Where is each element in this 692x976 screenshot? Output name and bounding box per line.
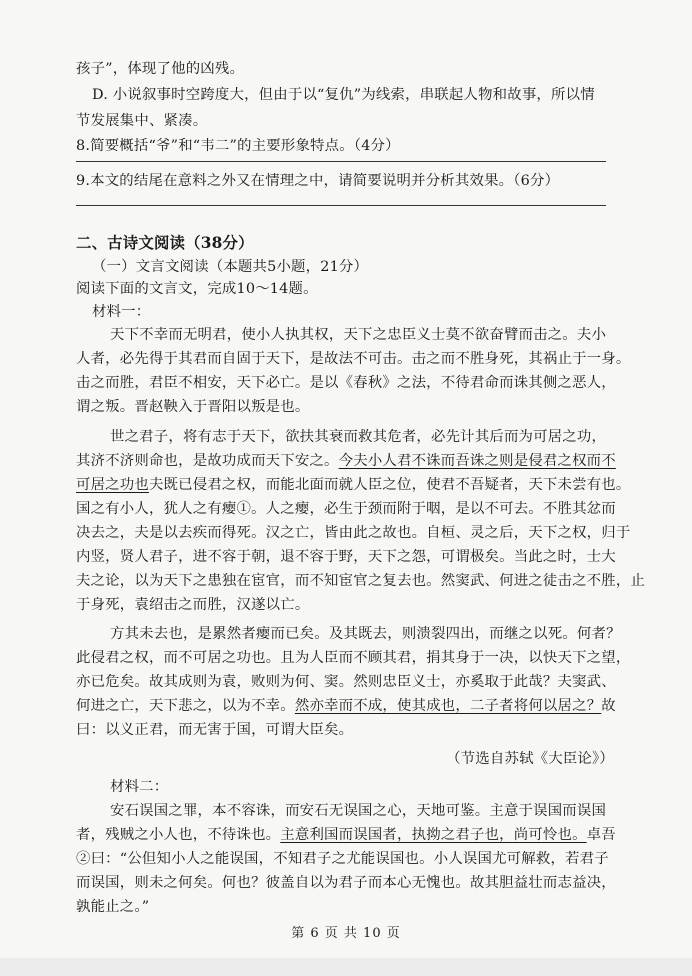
text-line: 孩子”，体现了他的凶残。 — [76, 61, 245, 77]
passage-line: 而误国，则未之何矣。何也？彼盖自以为君子而本心无愧也。故其胆益壮而志益决， — [76, 875, 616, 891]
passage-line: 世之君子，将有志于天下，欲扶其衰而救其危者，必先计其后而为可居之功， — [110, 429, 607, 445]
question-9: 9.本文的结尾在意料之外又在情理之中，请简要说明并分析其效果。（6分） — [76, 173, 560, 189]
source-citation: （节选自苏轼《大臣论》） — [446, 751, 614, 767]
underlined-sentence: 可居之功也 — [76, 477, 149, 493]
passage-line — [76, 697, 616, 715]
passage-line: 亦已危矣。故其成则为袁，败则为何、窦。然则忠臣义士，亦奚取于此哉？夫窦武、 — [76, 674, 616, 690]
passage-line: 决去之，夫是以去疾而得死。汉之亡，皆由此之故也。自桓、灵之后，天下之权，归于 — [76, 525, 631, 541]
answer-line — [76, 205, 606, 206]
option-d: D. 小说叙事时空跨度大，但由于以“复仇”为线索，串联起人物和故事，所以情 — [92, 87, 595, 103]
material-label: 材料一： — [92, 304, 151, 320]
passage-line: 孰能止之。” — [76, 899, 150, 915]
passage-text: 卓吾 — [586, 827, 616, 843]
passage-line: 人者，必先得于其君而自固于天下，是故法不可击。击之而不胜身死，其祸止于一身。 — [76, 351, 631, 367]
passage-line: ②曰：“公但知小人之能误国，不知君子之尤能误国也。小人误国尤可解救，若君子 — [76, 851, 609, 867]
passage-line: 内竖，贤人君子，进不容于朝，退不容于野，天下之怨，可谓极矣。当此之时，士大 — [76, 549, 616, 565]
passage-text: 何进之亡，天下悲之，以为不幸。 — [76, 698, 295, 714]
text-line: 节发展集中、紧凑。 — [76, 113, 208, 129]
bottom-margin — [0, 958, 692, 976]
passage-text: 者，残贼之小人也，不待诛也。 — [76, 827, 281, 843]
passage-line: 夫之论，以为天下之患独在宦官，而不知宦官之复去也。然窦武、何进之徒击之不胜，止 — [76, 573, 646, 589]
question-8: 8.简要概括“爷”和“韦二”的主要形象特点。（4分） — [76, 138, 400, 154]
passage-line: 谓之叛。晋赵鞅入于晋阳以叛是也。 — [76, 399, 310, 415]
material-label: 材料二： — [110, 779, 169, 795]
passage-line: 曰：以义正君，而无害于国，可谓大臣矣。 — [76, 722, 354, 738]
passage-line: 方其未去也，是累然者瘿而已矣。及其既去，则溃裂四出，而继之以死。何者？ — [110, 626, 621, 642]
passage-line — [76, 826, 616, 844]
passage-line: 于身死，袁绍击之而胜，汉遂以亡。 — [76, 597, 310, 613]
passage-line: 国之有小人，犹人之有瘿①。人之瘿，必生于颈而附于咽，是以不可去。不胜其忿而 — [76, 501, 616, 517]
answer-line — [76, 161, 606, 162]
passage-line: 安石误国之罪，本不容诛，而安石无误国之心，天地可鉴。主意于误国而误国 — [110, 803, 607, 819]
instruction: 阅读下面的文言文，完成10～14题。 — [76, 281, 318, 297]
passage-line: 此侵君之权，而不可居之功也。且为人臣而不顾其君，捐其身于一决，以快天下之望， — [76, 650, 631, 666]
passage-line: 天下不幸而无明君，使小人执其权，天下之忠臣义士莫不欲奋臂而击之。夫小 — [110, 327, 607, 343]
passage-text: 故 — [601, 698, 616, 714]
passage-text: 其济不济则命也，是故功成而天下安之。 — [76, 453, 339, 469]
underlined-sentence: 然亦幸而不成，使其成也，二子者将何以居之？ — [294, 698, 602, 714]
underlined-sentence: 今夫小人君不诛而吾诛之则是侵君之权而不 — [338, 453, 616, 469]
underlined-sentence: 主意利国而误国者，执拗之君子也，尚可怜也。 — [280, 827, 587, 843]
subsection-heading: （一）文言文阅读（本题共5小题，21分） — [92, 259, 369, 275]
page-footer: 第 6 页 共 10 页 — [291, 926, 401, 941]
passage-text: 夫既已侵君之权，而能北面而就人臣之位，使君不吾疑者，天下未尝有也。 — [148, 477, 631, 493]
passage-line: 击之而胜，君臣不相安，天下必亡。是以《春秋》之法，不待君命而诛其侧之恶人， — [76, 375, 616, 391]
section-heading: 二、古诗文阅读（38分） — [76, 234, 254, 252]
